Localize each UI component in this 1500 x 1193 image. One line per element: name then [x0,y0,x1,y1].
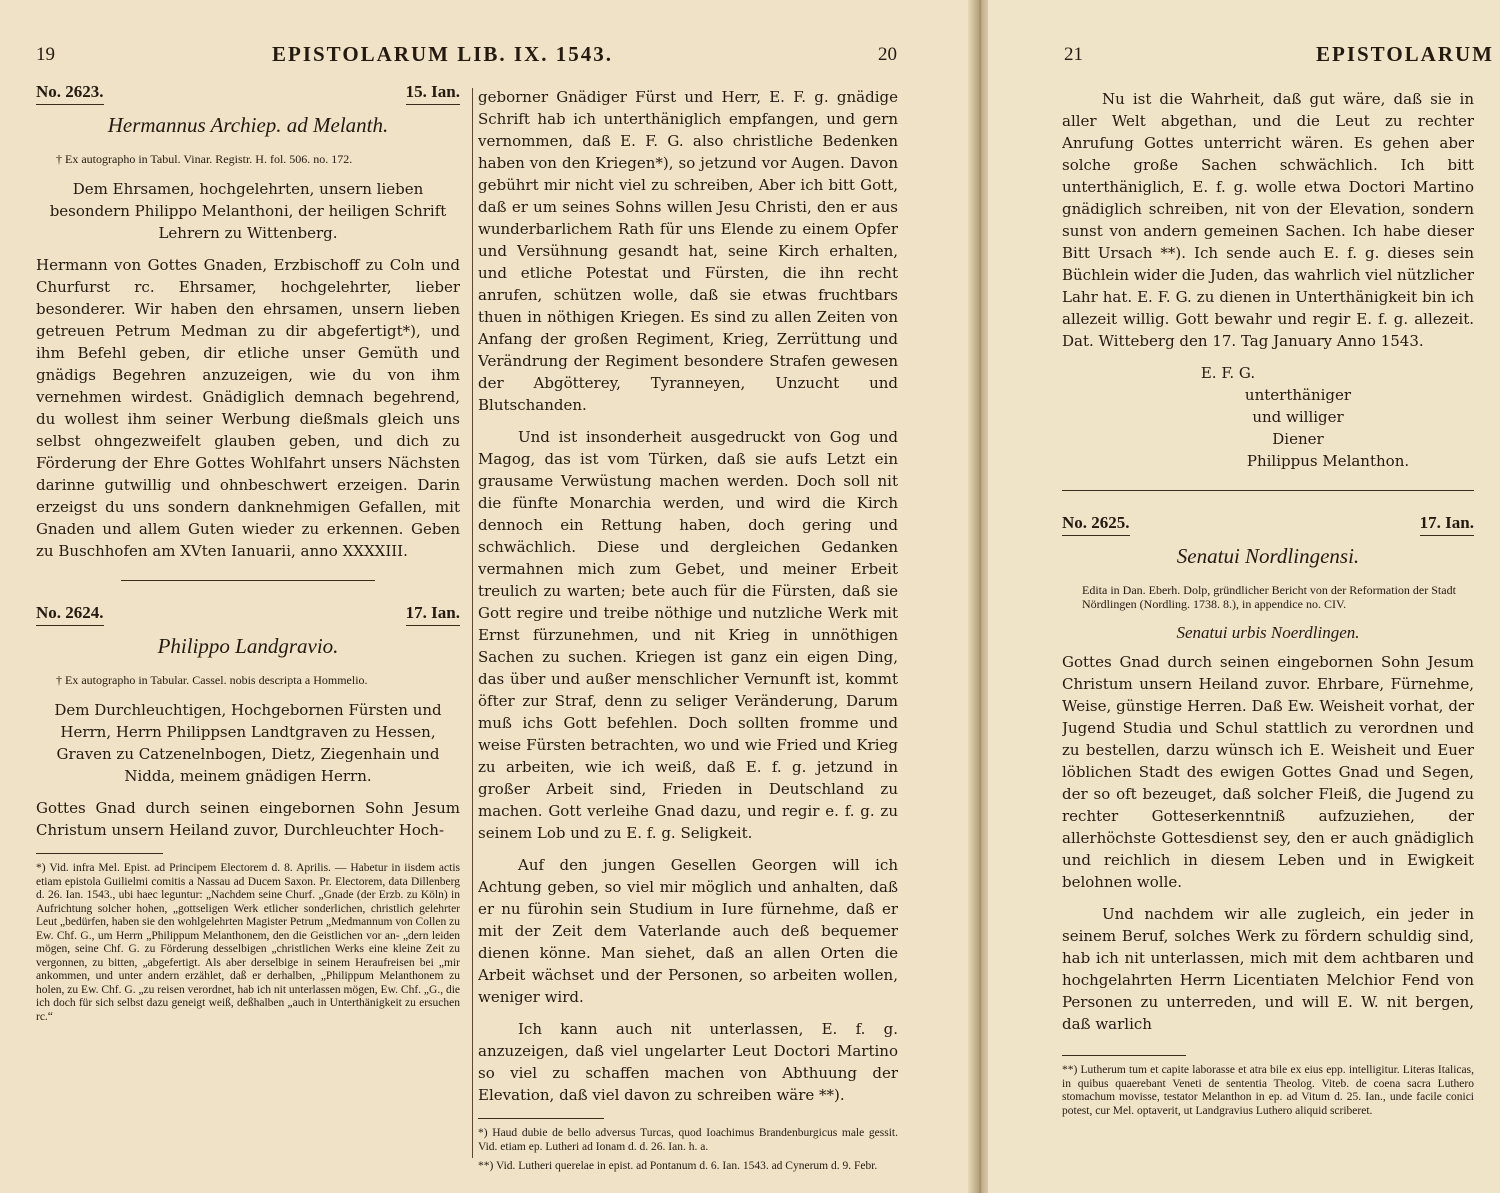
letter-date: 15. Ian. [406,82,460,105]
column-2 [478,86,898,1176]
running-header: EPISTOLARUM LIB. IX. 1543. [272,42,613,66]
signature-line: Diener [1272,430,1324,448]
letter-2625-header [1062,513,1474,536]
paragraph: Auf den jungen Gesellen Georgen will ich Achtung geben, so viel mir möglich und anhalten, daß er nu fürohin sein Studium in Iure fürnehme, daß er mit der Zeit dem Vaterlande auch deß bequemer dienen könne. Man siehet, daß an allen Orten die Arbeit wächset und der Personen, so arbeiten wollen, weniger wird. [478,856,898,1006]
letter-2623-header [36,82,460,105]
running-header: EPISTOLARUM [1316,42,1494,66]
letter-source: † Ex autographo in Tabul. Vinar. Registr. H. fol. 506. no. 172. [56,152,353,166]
paragraph: Ich kann auch nit unterlassen, E. f. g. anzuzeigen, daß viel ungelarter Leut Doctori Martino so viel zu schaffen machen von Abthuung der Elevation, daß viel davon zu schreiben wäre **). [478,1020,898,1104]
letter-number: No. 2624. [36,603,104,626]
letter-source: † Ex autographo in Tabular. Cassel. nobis descripta a Hommelio. [56,673,368,687]
right-page [988,0,1500,1193]
column-divider [472,88,473,1158]
letter-address: Dem Durchleuchtigen, Hochgebornen Fürsten und Herrn, Herrn Philippsen Landtgraven zu Hessen, Graven zu Catzenelnbogen, Dietz, Ziegenhain und Nidda, meinem gnädigen Herrn. [54,701,442,785]
footnote: *) Haud dubie de bello adversus Turcas, quod Ioachimus Brandenburgicus male gessit. Vid. etiam ep. Lutheri ad Ionam d. d. 26. Ian. h. a. [478,1127,898,1153]
paragraph: Und nachdem wir alle zugleich, ein jeder in seinem Beruf, solches Werk zu fördern schuldig sind, hab ich nit unterlassen, mich mit dem achtbaren und hochgelahrten Herrn Licentiaten Melchior Fend von Personen zu unterreden, und will E. W. nit bergen, daß warlich [1062,905,1474,1033]
letter-date: 17. Ian. [406,603,460,626]
letter-source: Edita in Dan. Eberh. Dolp, gründlicher Bericht von der Reformation der Stadt Nördlingen (Nordling. 1738. 8.), in appendice no. CIV. [1082,583,1456,611]
letter-body: Hermann von Gottes Gnaden, Erzbischoff zu Coln und Churfurst rc. Ehrsamer, hochgelehrter, lieber besonderer. Wir haben den ehrsamen, unsern lieben getreuen Petrum Medman zu dir abgefertigt*), und ihm Befehl geben, dir etliche unser Gemüth und gnädigs Begehren anzuzeigen, wie du von ihm vernehmen wirdest. Gnädiglich demnach begehrend, du wollest ihm seiner Werbung dießmals gleich uns selbst ohngezweifelt glauben geben, und dich zu Förderung der Ehre Gottes Wohlfahrt unsers Nächsten darinne gutwillig und ohnbeschwert erzeigen. Darin erzeigst du uns sondern danknehmigen Gefallen, mit Gnaden und allem Guten wieder zu erkennen. Geben zu Buschhofen am XVten Ianuarii, anno XXXXIII. [36,256,460,560]
footnote-rule [36,853,163,854]
signature-line: unterthäniger [1244,386,1352,404]
footnote: *) Vid. infra Mel. Epist. ad Principem Electorem d. 8. Aprilis. — Habetur in iisdem actis etiam epistola Guilielmi comitis a Nassau ad Ducem Saxon. Pr. Electorem, data Dillenberg d. 26. Ian. 1543., ubi haec leguntur: „Nachdem seine Churf. „Gnade (der Erzb. zu Köln) in Aufrichtung solcher hohen, „gottseligen Werk etlicher sonderlichen, christlich gelehrter Leut „bedürfen, haben sie den wohlgelehrten Magister Petrum „Medmannum von Collen zu Ew. Chf. G., um Herrn „Philippum Melanthonem, den die Geistlichen vor an- „dern leiden mögen, seine Chf. G. zu Förderung desselbigen „christlichen Werks eine kleine Zeit zu vergonnen, zu bitten, „abgefertigt. Als aber derselbige in seinem Heraufreisen bei „mir ankommen, und unter andern erzählet, daß er derhalben, „Philippum Melanthonem zu holen, zu Ew. Chf. G. „zu reisen verordnet, hab ich nit unterlassen mögen, Ew. Chf. „G., die ich doch für sich selbst dazu geneigt weiß, deßhalben „auch in Unterthänigkeit zu ersuchen rc.“ [36,862,460,1023]
footnote-rule [478,1118,604,1119]
letter-title: Senatui Nordlingensi. [1176,544,1360,568]
page-number-21: 21 [1064,44,1083,65]
letter-number: No. 2623. [36,82,104,105]
footnote-rule [1062,1055,1186,1056]
signature-line: E. F. G. [1200,364,1256,382]
letter-address: Dem Ehrsamen, hochgelehrten, unsern lieben besondern Philippo Melanthoni, der heiligen Schrift Lehrern zu Wittenberg. [49,180,447,242]
separator [121,580,375,581]
page-number-19: 19 [36,44,55,65]
letter-subtitle: Senatui urbis Noerdlingen. [1176,623,1360,642]
column-1 [36,82,460,1172]
letter-2624-header [36,603,460,626]
footnote: **) Lutherum tum et capite laborasse et atra bile ex eius epp. intelligitur. Literas Italicas, in quibus quaerebant Veneti de sententia Theolog. Viteb. de coena sacra Luthero stomachum movisse, testator Melanthon in ep. ad Vitum d. 25. Ian., unde facile conici potest, cur Mel. optaverit, ut Landgravius Luthero aliquid scriberet. [1062,1064,1474,1117]
paragraph: Und ist insonderheit ausgedruckt von Gog und Magog, das ist vom Türken, daß sie aufs Letzt ein grausame Verwüstung machen werden. Doch soll nit die fünfte Monarchia werden, und wird die Kirch dennoch ein Rettung haben, doch gering und schwächlich. Diese und dergleichen Gedanken vermahnen mich zum Gebet, und meiner Erbeit treulich zu warten; bete auch für die Fürsten, daß sie Gott regire und treibe nöthige und nutzliche Werk mit Ernst fürzunehmen, und nit Krieg in unnöthigen Sachen zu suchen. Kriegen ist ganz ein eigen Ding, das über und außer menschlicher Vernunft ist, kommt öfter zur Straf, denn zu seliger Veränderung, Darum muß ichs Gott befehlen. Doch sollten fromme und weise Fürsten betrachten, wo und wie Fried und Krieg zu arbeiten, wie ich weiß, daß E. f. g. jetzund in großer Arbeit sind, Frieden in Deutschland zu machen. Gott verleihe Gnad dazu, und regir e. f. g. zu seinem Lob und zu E. f. g. Seligkeit. [478,428,898,842]
letter-date: 17. Ian. [1420,513,1474,536]
letter-title: Hermannus Archiep. ad Melanth. [107,113,389,137]
page-number-20: 20 [878,44,897,65]
signature-name: Philippus Melanthon. [1246,452,1410,470]
signature-line: und williger [1252,408,1344,426]
signature-block [1062,362,1474,472]
paragraph: geborner Gnädiger Fürst und Herr, E. F. g. gnädige Schrift hab ich unterthäniglich empfangen, und gern vernommen, daß E. F. G. also christliche Bedenken haben von den Kriegen*), so jetzund vor Augen. Davon gebührt mir nicht viel zu schreiben, Aber ich bitt Gott, daß er um seines Sohns willen Jesu Christi, den er aus wunderbarlichem Rath für uns Elende zu einem Opfer und Versühnung gesandt hat, seine Kirch erhalten, und etliche Potestat und Fürsten, die ihn recht anrufen, schützen wolle, daß sie etwas fruchtbars thuen in nöthigen Kriegen. Es sind zu allen Zeiten von Anfang der großen Regiment, Krieg, Zerrüttung und Verändrung der Regiment besondere Strafen gewesen der Abgötterey, Tyranneyen, Unzucht und Blutschanden. [478,88,898,414]
letter-number: No. 2625. [1062,513,1130,536]
paragraph: Nu ist die Wahrheit, daß gut wäre, daß sie in aller Welt abgethan, und die Leut zu rechter Anrufung Gottes unterricht wären. Es gehen aber solche große Sachen schwächlich. Ich bitt unterthäniglich, E. f. g. wolle etwa Doctori Martino gnädiglich schreiben, nit von der Elevation, sondern sunst von andern gemeinen Sachen. Ich habe dieser Bitt Ursach **). Ich sende auch E. f. g. dieses sein Büchlein wider die Juden, das wahrlich viel nützlicher Lahr hat. E. F. G. zu dienen in Unterthänigkeit bin ich allezeit willig. Gott bewahr und regir E. f. g. allezeit. Dat. Witteberg den 17. Tag January Anno 1543. [1062,90,1474,350]
footnote: **) Vid. Lutheri querelae in epist. ad Pontanum d. 6. Ian. 1543. ad Cynerum d. 9. Febr. [478,1160,878,1172]
letter-title: Philippo Landgravio. [157,634,339,658]
paragraph: Gottes Gnad durch seinen eingebornen Sohn Jesum Christum unsern Heiland zuvor. Ehrbare, Fürnehme, Weise, günstige Herren. Daß Ew. Weisheit vorhat, der Jugend Studia und Schul stattlich zu verordnen und zu bestellen, darzu wünsch ich E. Weisheit und Euer löblichen Stadt des ewigen Gottes Gnad und Segen, der so oft bezeuget, daß solcher Fleiß, die Jugend zu rechter Gotteserkenntniß aufzuziehen, der allerhöchste Gottesdienst sey, den er auch gnädiglich und reichlich in diesem Leben und in Ewigkeit belohnen wolle. [1062,653,1474,891]
column-3 [1062,88,1474,1178]
separator [1062,490,1474,491]
letter-body: Gottes Gnad durch seinen eingebornen Sohn Jesum Christum unsern Heiland zuvor, Durchleuchter Hoch- [36,799,460,839]
